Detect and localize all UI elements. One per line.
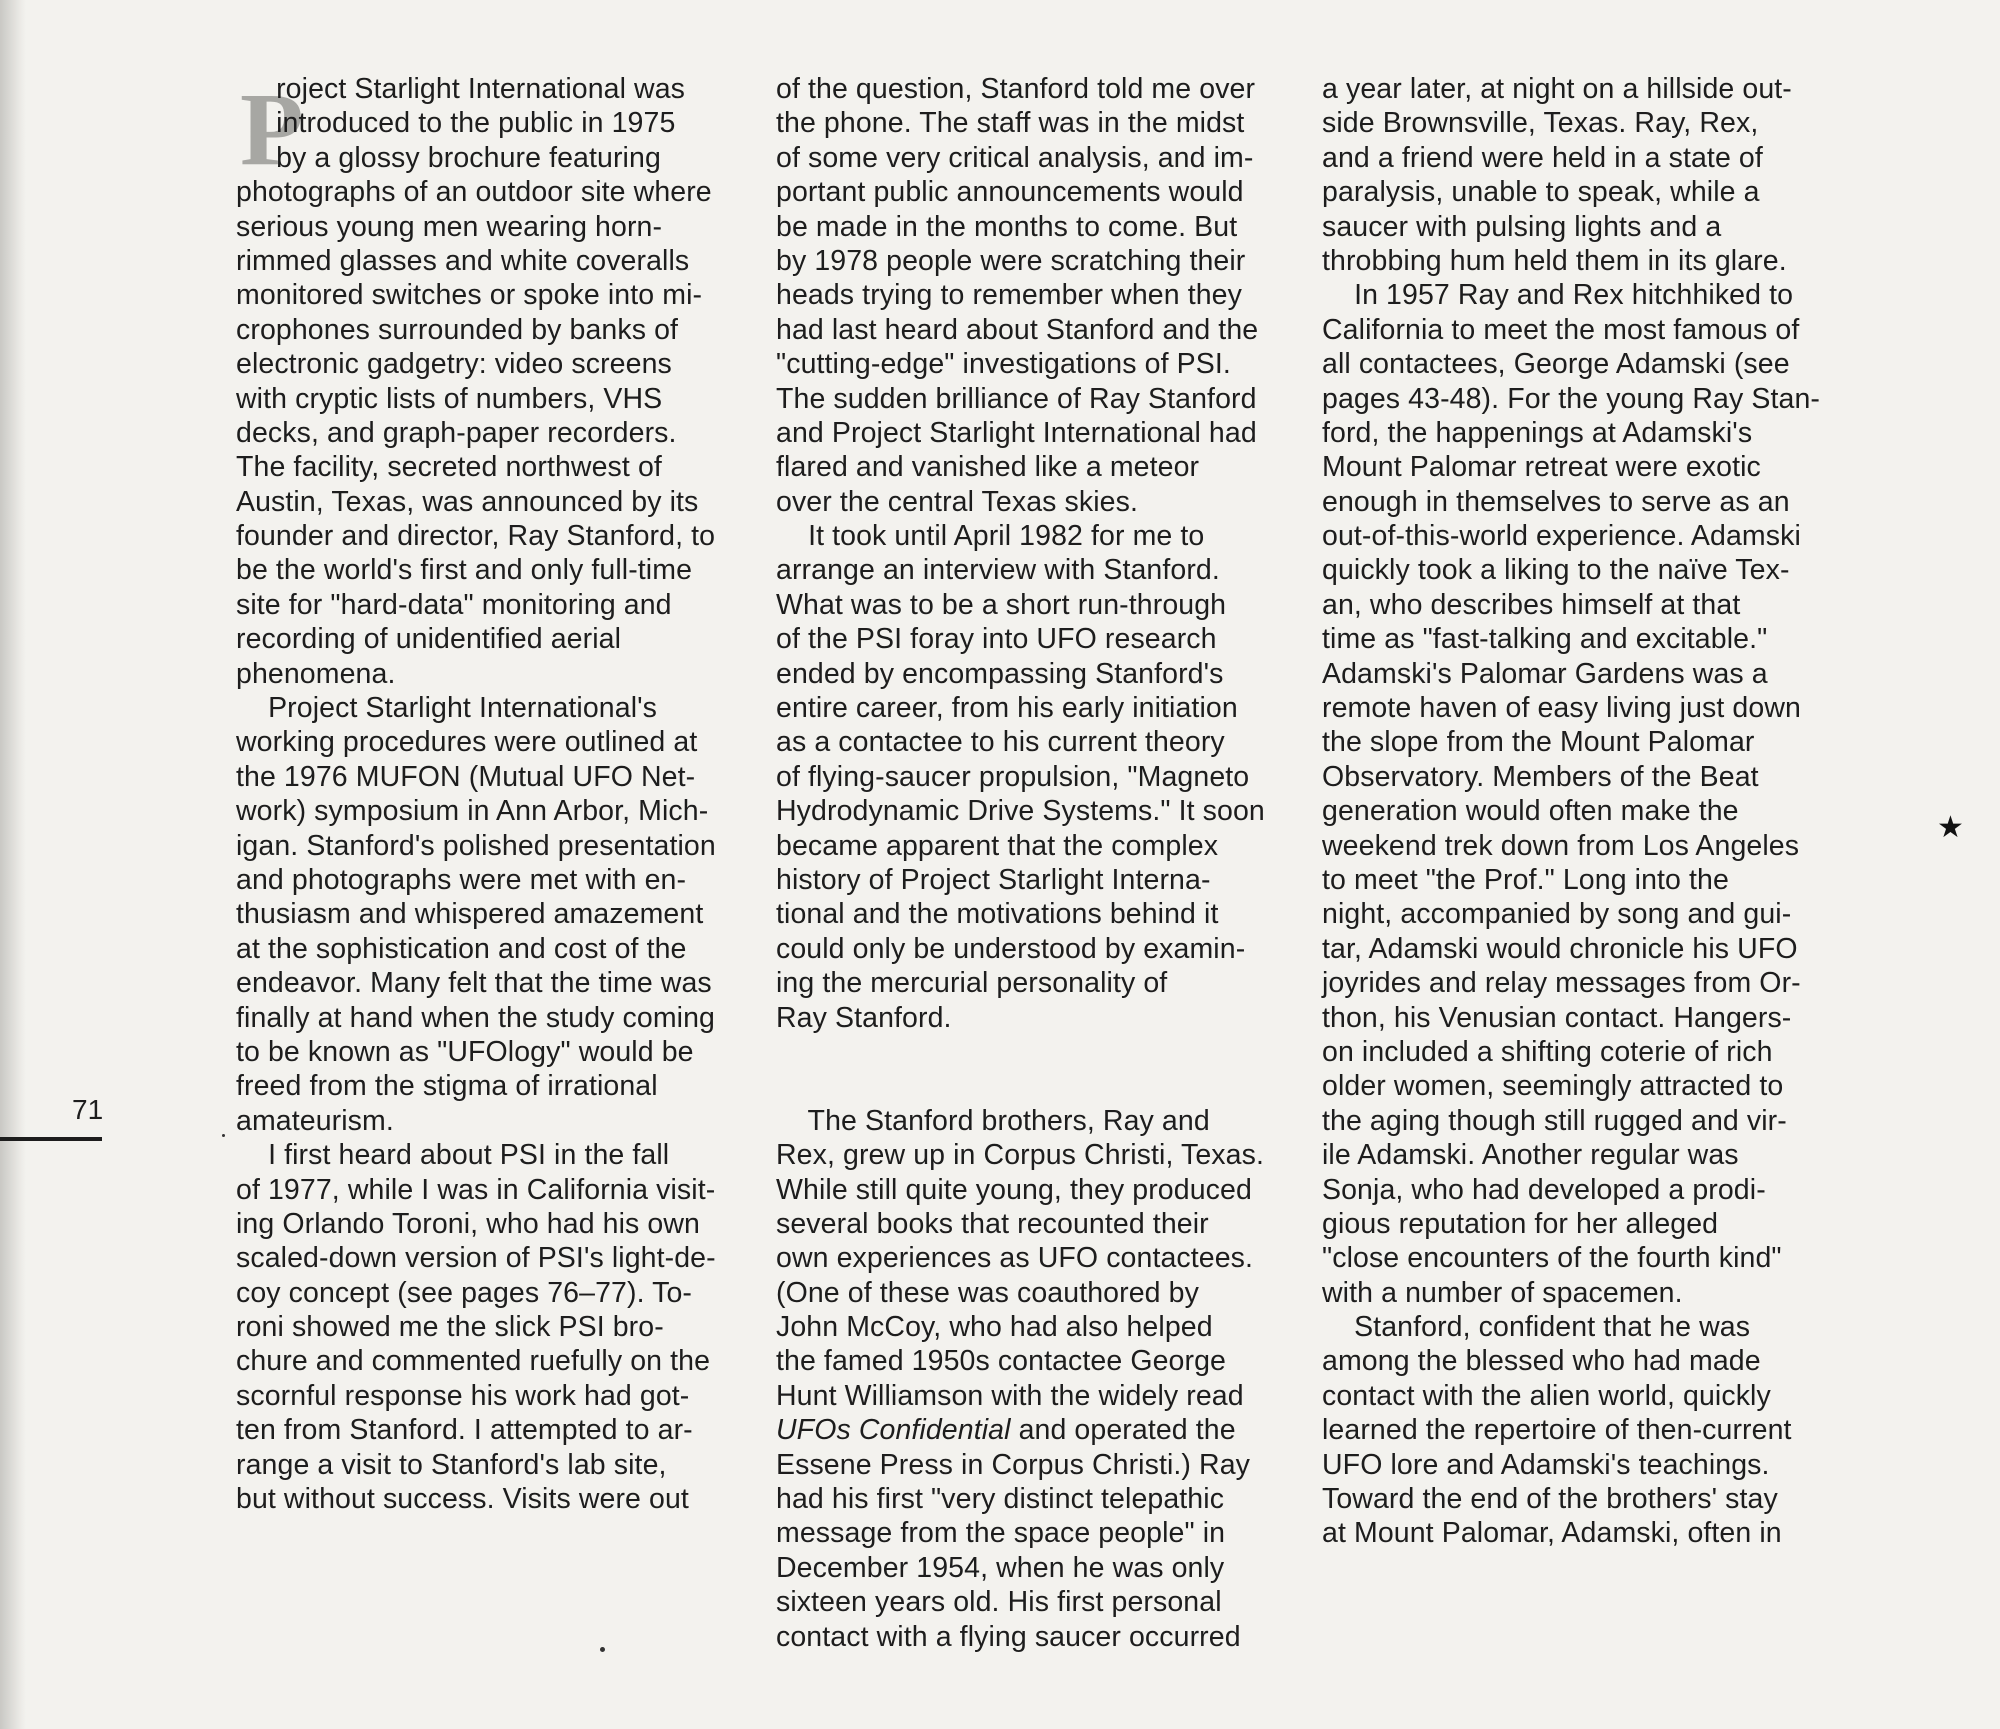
text-line: became apparent that the complex <box>776 829 1219 862</box>
text-line: pages 43-48). For the young Ray Stan- <box>1322 382 1820 415</box>
text-line: Austin, Texas, was announced by its <box>236 485 699 518</box>
text-line: the aging though still rugged and vir- <box>1322 1104 1787 1137</box>
text-line: message from the space people" in <box>776 1517 1226 1550</box>
text-line: I first heard about PSI in the fall <box>236 1139 670 1172</box>
text-line: remote haven of easy living just down <box>1322 692 1801 725</box>
text-line: Stanford, confident that he was <box>1322 1311 1751 1344</box>
text-line: and photographs were met with en- <box>236 863 687 896</box>
text-line: thusiasm and whispered amazement <box>236 898 704 931</box>
text-line: entire career, from his early initiation <box>776 692 1238 725</box>
text-line: monitored switches or spoke into mi- <box>236 279 703 312</box>
binding-shadow <box>0 0 26 1729</box>
text-line: site for "hard-data" monitoring and <box>236 588 672 621</box>
text-line: learned the repertoire of then-current <box>1322 1414 1792 1447</box>
text-line: out-of-this-world experience. Adamski <box>1322 520 1801 553</box>
text-line: be the world's first and only full-time <box>236 554 693 587</box>
text-line: recording of unidentified aerial <box>236 623 622 656</box>
text-line: The facility, secreted northwest of <box>236 451 662 484</box>
text-line: portant public announcements would <box>776 176 1244 209</box>
text-line: igan. Stanford's polished presentation <box>236 829 716 862</box>
text-line: Essene Press in Corpus Christi.) Ray <box>776 1448 1251 1481</box>
text-line: rimmed glasses and white coveralls <box>236 244 690 277</box>
text-line: thon, his Venusian contact. Hangers- <box>1322 1001 1792 1034</box>
text-line: an, who describes himself at that <box>1322 588 1741 621</box>
text-line: enough in themselves to serve as an <box>1322 485 1790 518</box>
text-line: It took until April 1982 for me to <box>776 520 1205 553</box>
text-line: Mount Palomar retreat were exotic <box>1322 451 1761 484</box>
text-line: ford, the happenings at Adamski's <box>1322 416 1753 449</box>
text-line: Hunt Williamson with the widely read <box>776 1379 1244 1412</box>
text-line: scornful response his work had got- <box>236 1379 690 1412</box>
text-line: by 1978 people were scratching their <box>776 244 1246 277</box>
text-line: generation would often make the <box>1322 795 1739 828</box>
text-line: decks, and graph-paper recorders. <box>236 416 677 449</box>
text-line: at the sophistication and cost of the <box>236 932 687 965</box>
text-column-1 <box>236 72 756 1516</box>
text-line: to meet "the Prof." Long into the <box>1322 863 1729 896</box>
text-line: ing the mercurial personality of <box>776 967 1168 1000</box>
text-line: photographs of an outdoor site where <box>236 176 712 209</box>
text-line: endeavor. Many felt that the time was <box>236 967 712 1000</box>
text-line: flared and vanished like a meteor <box>776 451 1200 484</box>
text-line: chure and commented ruefully on the <box>236 1345 711 1378</box>
text-line: Project Starlight International's <box>236 692 658 725</box>
text-line: While still quite young, they produced <box>776 1173 1252 1206</box>
drop-cap: P <box>240 72 304 187</box>
text-line: Toward the end of the brothers' stay <box>1322 1483 1778 1516</box>
text-line: tional and the motivations behind it <box>776 898 1219 931</box>
text-line: with cryptic lists of numbers, VHS <box>236 382 663 415</box>
text-line: all contactees, George Adamski (see <box>1322 348 1790 381</box>
text-line: Ray Stanford. <box>776 1001 952 1034</box>
text-line: side Brownsville, Texas. Ray, Rex, <box>1322 107 1759 140</box>
text-line: of the question, Stanford told me over <box>776 73 1256 105</box>
text-line: of 1977, while I was in California visit- <box>236 1173 716 1206</box>
text-line: arrange an interview with Stanford. <box>776 554 1220 587</box>
text-line: over the central Texas skies. <box>776 485 1138 518</box>
text-line: (One of these was coauthored by <box>776 1276 1199 1309</box>
text-line: Observatory. Members of the Beat <box>1322 760 1759 793</box>
text-line: the 1976 MUFON (Mutual UFO Net- <box>236 760 696 793</box>
text-line: history of Project Starlight Interna- <box>776 863 1211 896</box>
text-line: by a glossy brochure featuring <box>236 141 661 174</box>
text-line: among the blessed who had made <box>1322 1345 1761 1378</box>
text-line: of the PSI foray into UFO research <box>776 623 1217 656</box>
text-column-3 <box>1322 72 1842 1551</box>
text-line: UFOs Confidential and operated the <box>776 1414 1236 1447</box>
text-line: In 1957 Ray and Rex hitchhiked to <box>1322 279 1794 312</box>
text-line: the phone. The staff was in the midst <box>776 107 1245 140</box>
text-line: California to meet the most famous of <box>1322 313 1800 346</box>
text-line: The Stanford brothers, Ray and <box>776 1104 1210 1137</box>
text-column-2 <box>776 72 1296 1654</box>
text-line: older women, seemingly attracted to <box>1322 1070 1784 1103</box>
text-line: What was to be a short run-through <box>776 588 1227 621</box>
text-line: scaled-down version of PSI's light-de- <box>236 1242 716 1275</box>
text-line: a year later, at night on a hillside out- <box>1322 73 1792 105</box>
text-line: saucer with pulsing lights and a <box>1322 210 1722 243</box>
text-line: John McCoy, who had also helped <box>776 1311 1213 1344</box>
text-line: range a visit to Stanford's lab site, <box>236 1448 667 1481</box>
text-line: gious reputation for her alleged <box>1322 1207 1719 1240</box>
text-line: tar, Adamski would chronicle his UFO <box>1322 932 1798 965</box>
text-line: ten from Stanford. I attempted to ar- <box>236 1414 693 1447</box>
text-line: serious young men wearing horn- <box>236 210 663 243</box>
print-speck <box>222 1134 225 1137</box>
text-line: Hydrodynamic Drive Systems." It soon <box>776 795 1265 828</box>
text-line: sixteen years old. His first personal <box>776 1586 1222 1619</box>
text-line: ing Orlando Toroni, who had his own <box>236 1207 701 1240</box>
text-line: as a contactee to his current theory <box>776 726 1225 759</box>
text-line: ended by encompassing Stanford's <box>776 657 1224 690</box>
text-line: finally at hand when the study coming <box>236 1001 715 1034</box>
text-line: amateurism. <box>236 1104 394 1137</box>
text-line: coy concept (see pages 76–77). To- <box>236 1276 692 1309</box>
page-number-rule <box>0 1137 102 1141</box>
text-line: joyrides and relay messages from Or- <box>1322 967 1801 1000</box>
text-line: weekend trek down from Los Angeles <box>1322 829 1800 862</box>
text-line: "cutting-edge" investigations of PSI. <box>776 348 1231 381</box>
text-line <box>776 1035 1296 1069</box>
text-line: the slope from the Mount Palomar <box>1322 726 1755 759</box>
text-line: Sonja, who had developed a prodi- <box>1322 1173 1766 1206</box>
text-line: founder and director, Ray Stanford, to <box>236 520 716 553</box>
text-line: several books that recounted their <box>776 1207 1209 1240</box>
text-line: contact with the alien world, quickly <box>1322 1379 1771 1412</box>
page-number: 71 <box>72 1094 104 1125</box>
text-line: to be known as "UFOlogy" would be <box>236 1035 694 1068</box>
text-line: time as "fast-talking and excitable." <box>1322 623 1768 656</box>
text-line: Rex, grew up in Corpus Christi, Texas. <box>776 1139 1264 1172</box>
text-line: paralysis, unable to speak, while a <box>1322 176 1760 209</box>
text-line: freed from the stigma of irrational <box>236 1070 658 1103</box>
text-line: The sudden brilliance of Ray Stanford <box>776 382 1257 415</box>
text-line: UFO lore and Adamski's teachings. <box>1322 1448 1770 1481</box>
text-line: quickly took a liking to the naïve Tex- <box>1322 554 1790 587</box>
text-line: and a friend were held in a state of <box>1322 141 1763 174</box>
text-line: with a number of spacemen. <box>1322 1276 1683 1309</box>
text-line: but without success. Visits were out <box>236 1483 689 1516</box>
text-line: electronic gadgetry: video screens <box>236 348 672 381</box>
text-line: ile Adamski. Another regular was <box>1322 1139 1739 1172</box>
star-icon: ★ <box>1937 810 1964 845</box>
text-line: December 1954, when he was only <box>776 1551 1225 1584</box>
text-line: own experiences as UFO contactees. <box>776 1242 1254 1275</box>
text-line: had his first "very distinct telepathic <box>776 1483 1225 1516</box>
text-line: the famed 1950s contactee George <box>776 1345 1227 1378</box>
text-line: at Mount Palomar, Adamski, often in <box>1322 1517 1782 1550</box>
print-speck <box>600 1647 605 1652</box>
text-line: had last heard about Stanford and the <box>776 313 1259 346</box>
text-line: work) symposium in Ann Arbor, Mich- <box>236 795 709 828</box>
text-line: and Project Starlight International had <box>776 416 1257 449</box>
text-line: introduced to the public in 1975 <box>236 107 676 140</box>
text-line: Adamski's Palomar Gardens was a <box>1322 657 1768 690</box>
text-line: contact with a flying saucer occurred <box>776 1620 1241 1653</box>
text-line: on included a shifting coterie of rich <box>1322 1035 1773 1068</box>
text-line: "close encounters of the fourth kind" <box>1322 1242 1782 1275</box>
text-line: phenomena. <box>236 657 396 690</box>
text-line: of flying-saucer propulsion, "Magneto <box>776 760 1250 793</box>
text-line: roni showed me the slick PSI bro- <box>236 1311 664 1344</box>
text-line: night, accompanied by song and gui- <box>1322 898 1792 931</box>
text-line: be made in the months to come. But <box>776 210 1238 243</box>
text-line: crophones surrounded by banks of <box>236 313 679 346</box>
text-line: working procedures were outlined at <box>236 726 698 759</box>
text-line: of some very critical analysis, and im- <box>776 141 1254 174</box>
text-line: could only be understood by examin- <box>776 932 1246 965</box>
text-line: heads trying to remember when they <box>776 279 1242 312</box>
text-line <box>776 1069 1296 1103</box>
text-line: roject Starlight International was <box>236 73 686 105</box>
text-line: throbbing hum held them in its glare. <box>1322 244 1787 277</box>
